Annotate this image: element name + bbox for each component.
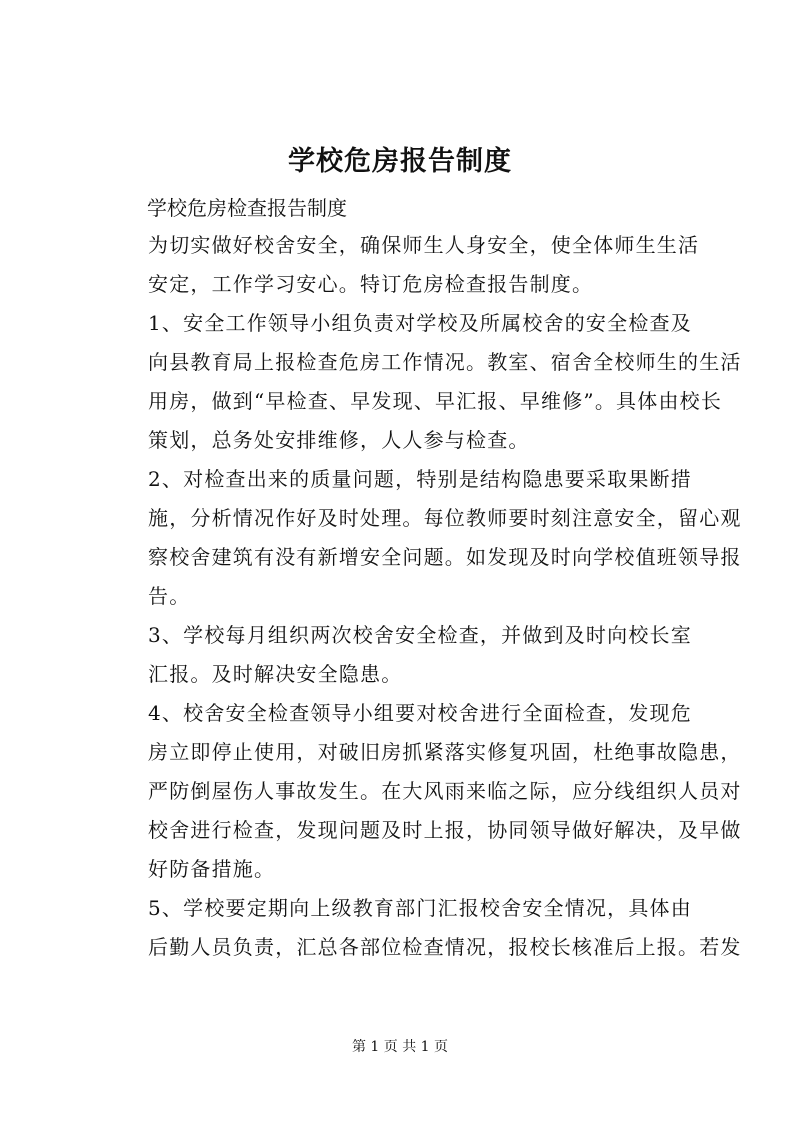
paragraph-line: 汇报。及时解决安全隐患。 (148, 662, 403, 686)
paragraph-intro (108, 226, 728, 304)
paragraph-line: 用房，做到“早检查、早发现、早汇报、早维修”。具体由校长 (148, 389, 723, 413)
paragraph-line: 向县教育局上报检查危房工作情况。教室、宿舍全校师生的生活 (148, 350, 742, 374)
page-footer: 第 1 页 共 1 页 (351, 1039, 449, 1055)
paragraph-item-4 (108, 694, 742, 889)
paragraph-item-5 (108, 889, 742, 967)
paragraph-line: 施，分析情况作好及时处理。每位教师要时刻注意安全，留心观 (148, 506, 742, 530)
paragraph-line: 严防倒屋伤人事故发生。在大风雨来临之际，应分线组织人员对 (148, 779, 742, 803)
paragraph-line: 察校舍建筑有没有新增安全问题。如发现及时向学校值班领导报 (148, 545, 742, 569)
paragraph-line: 4、校舍安全检查领导小组要对校舍进行全面检查，发现危 (148, 701, 692, 725)
paragraph-line: 后勤人员负责，汇总各部位检查情况，报校长核准后上报。若发 (148, 935, 742, 959)
paragraph-item-1 (108, 304, 742, 460)
document-title: 学校危房报告制度 (288, 146, 512, 177)
paragraph-line: 安定，工作学习安心。特订危房检查报告制度。 (148, 272, 594, 296)
paragraph-line: 为切实做好校舍安全，确保师生人身安全，使全体师生生活 (148, 233, 700, 257)
paragraph-item-2 (108, 460, 742, 616)
paragraph-item-3 (108, 616, 728, 694)
paragraph-line: 告。 (148, 584, 191, 608)
paragraph-line: 房立即停止使用，对破旧房抓紧落实修复巩固，杜绝事故隐患， (148, 740, 742, 764)
document-subtitle: 学校危房检查报告制度 (147, 196, 347, 220)
paragraph-line: 5、学校要定期向上级教育部门汇报校舍安全情况，具体由 (148, 896, 692, 920)
document-body (108, 226, 742, 967)
paragraph-line: 好防备措施。 (148, 857, 276, 881)
paragraph-line: 3、学校每月组织两次校舍安全检查，并做到及时向校长室 (148, 623, 692, 647)
paragraph-line: 1、安全工作领导小组负责对学校及所属校舍的安全检查及 (148, 311, 692, 335)
paragraph-line: 校舍进行检查，发现问题及时上报，协同领导做好解决，及早做 (148, 818, 742, 842)
paragraph-line: 策划，总务处安排维修，人人参与检查。 (148, 428, 530, 452)
paragraph-line: 2、对检查出来的质量问题，特别是结构隐患要采取果断措 (148, 467, 692, 491)
